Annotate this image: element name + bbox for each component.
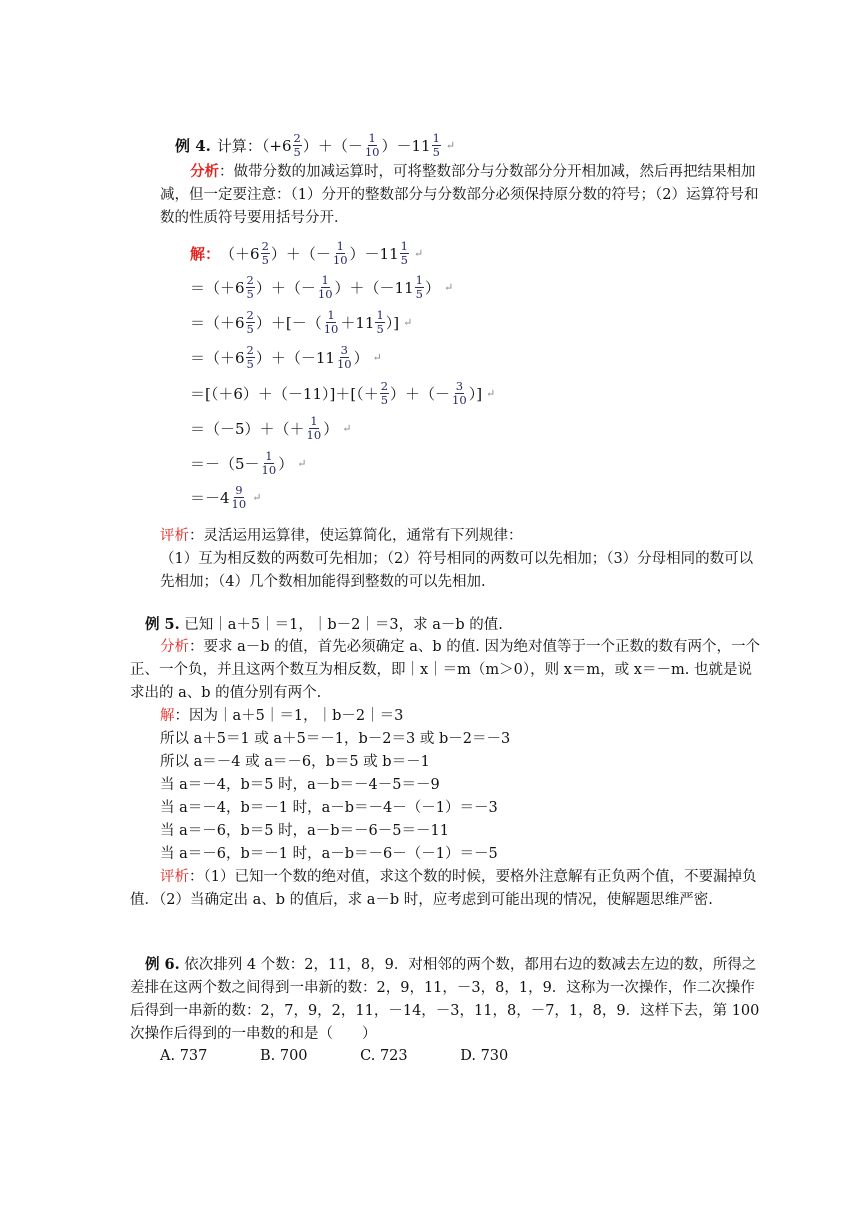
option-d: D. 730 — [460, 1048, 509, 1064]
return-mark-icon: ↵ — [445, 139, 456, 152]
ex5-solution-line: 当 a＝－6，b＝5 时，a－b＝－6－5＝－11 — [160, 823, 449, 839]
ex5-review-label: 评析 — [160, 869, 189, 885]
ex4-review-line: ：灵活运用运算律，使运算简化，通常有下列规律： — [189, 528, 523, 544]
ex4-step-2: ＝（＋6 $\frac{2}{5}$ ）＋[－（ $\frac{1}{10}$ ＋11 $\frac{1}{5}$ ）] ↵ — [190, 308, 413, 336]
ex4-step-3: ＝（＋6 $\frac{2}{5}$ ）＋（－11 $\frac{3}{10}$ ） ↵ — [190, 343, 382, 371]
ex5-solution-line: 所以 a＝－4 或 a＝－6，b＝5 或 b＝－1 — [160, 754, 430, 770]
fraction: $\frac{2}{5}$ — [246, 273, 254, 301]
ex6-text: 依次排列 4 个数：2，11，8，9．对相邻的两个数，都用右边的数减去左边的数，所得之差排在这两个数之间得到一串新的数：2，9，11，－3，8，1，9．这称为一次操作，作二次操作后得到一串新的数：2，7，9，2，11，－14，－3，11，8，－7，1，8，9．这样下去，第 100 次操作后得到的一串数的和是（ ） — [130, 957, 760, 1042]
fraction: $\frac{2}{5}$ — [261, 238, 269, 267]
option-b: B. 700 — [259, 1048, 308, 1064]
fraction: $\frac{1}{10}$ — [364, 131, 380, 159]
ex4-review-label: 评析 — [160, 528, 189, 544]
fraction: $\frac{2}{5}$ — [380, 378, 389, 407]
ex4-analysis-label: 分析 — [190, 163, 219, 180]
ex4-step-1: ＝（＋6 $\frac{2}{5}$ ）＋（－ $\frac{1}{10}$ ）＋（－11 $\frac{1}{5}$ ） ↵ — [190, 273, 454, 301]
ex5-solution-line: 当 a＝－4，b＝5 时，a－b＝－4－5＝－9 — [160, 777, 440, 793]
ex4-solution-label: 解： — [190, 244, 221, 263]
ex4-step-7: ＝－4 $\frac{9}{10}$ ↵ — [190, 482, 262, 511]
ex4-analysis-text: ：做带分数的加减运算时，可将整数部分与分数部分分开相加减，然后再把结果相加减，但一定要注意：（1）分开的整数部分与分数部分必须保持原分数的符号；（2）运算符号和数的性质符号要用括号分开． — [160, 164, 759, 226]
fraction: $\frac{3}{10}$ — [336, 343, 352, 371]
ex6-title-label: 例 6. — [145, 956, 180, 973]
fraction: $\frac{2}{5}$ — [246, 343, 254, 371]
fraction: $\frac{2}{5}$ — [293, 131, 301, 159]
return-mark-icon: ↵ — [252, 490, 262, 504]
ex5-analysis-text: ：要求 a－b 的值，首先必须确定 a、b 的值. 因为绝对值等于一个正数的数有两个，一个正、一个负，并且这两个数互为相反数，即｜x｜＝m（m＞0），则 x＝m，或 x＝－m. 也就是说求出的 a、b 的值分别有两个. — [130, 639, 761, 701]
ex4-step-6: ＝－（5－ $\frac{1}{10}$ ） ↵ — [190, 448, 307, 477]
fraction: $\frac{1}{5}$ — [415, 273, 423, 301]
fraction: $\frac{1}{10}$ — [317, 273, 333, 301]
fraction: $\frac{3}{10}$ — [452, 378, 467, 407]
ex5-analysis — [130, 636, 765, 705]
ex5-solution-line: 当 a＝－4，b＝－1 时，a－b＝－4－（－1）＝－3 — [160, 800, 498, 816]
ex5-solution-line: 所以 a＋5＝1 或 a＋5＝－1，b－2＝3 或 b－2＝－3 — [160, 731, 511, 747]
ex5-title-text: 已知｜a＋5｜＝1，｜b－2｜＝3，求 a－b 的值. — [184, 617, 503, 633]
ex6-question — [130, 953, 765, 1046]
fraction: $\frac{9}{10}$ — [231, 482, 247, 511]
fraction: $\frac{1}{10}$ — [261, 448, 277, 477]
fraction: $\frac{1}{5}$ — [376, 308, 384, 336]
ex5-solution-line: 当 a＝－6，b＝－1 时，a－b＝－6－（－1）＝－5 — [160, 846, 498, 862]
ex4-title-text: 计算：（+6 — [216, 137, 292, 155]
fraction: $\frac{1}{5}$ — [432, 131, 440, 159]
ex6-options — [160, 1045, 760, 1068]
fraction: $\frac{1}{10}$ — [332, 238, 348, 267]
ex5-solution-label: 解 — [160, 708, 175, 724]
fraction: $\frac{2}{5}$ — [246, 308, 254, 336]
ex4-title: 例 4. 计算：（+6 $\frac{2}{5}$ ）＋（－ $\frac{1}{10}$ ）－11 $\frac{1}{5}$ ↵ — [175, 131, 456, 159]
ex4-solution: 解： （＋6 $\frac{2}{5}$ ）＋（－ $\frac{1}{10}$ ）－11 $\frac{1}{5}$ ↵ ＝（＋6 $\frac{2}{5}$ ）＋（－ $\frac{1}{10}$ ）＋（－11 $\frac{1}{5}$ ） ↵ ＝（＋6 $\frac{2}{5}$ ）＋[－（ $\frac{1}{10}$ ＋11 $\frac{1}{5}$ ）] ↵ ＝（＋6 $\frac{2}{5}$ ）＋（－11 $\frac{3}{10}$ ） ↵ ＝[（＋6）＋（－11）]＋[（＋ $\frac{2}{5}$ ）＋（－ $\frac{3}{10}$ ）] ↵ ＝（－5）＋（＋ $\frac{1}{10}$ ） ↵ ＝－（5－ $\frac{1}{10}$ ） ↵ ＝－4 $\frac{9}{10}$ ↵ — [190, 236, 495, 514]
return-mark-icon: ↵ — [486, 386, 496, 400]
return-mark-icon: ↵ — [443, 281, 454, 294]
option-a: A. 737 — [160, 1048, 208, 1064]
return-mark-icon: ↵ — [297, 456, 307, 470]
return-mark-icon: ↵ — [403, 316, 413, 329]
ex4-analysis — [160, 160, 765, 230]
ex5-title — [145, 613, 765, 637]
ex4-title-label: 例 4. — [175, 137, 211, 155]
fraction: $\frac{1}{10}$ — [306, 414, 322, 442]
ex5-solution — [160, 705, 765, 866]
fraction: $\frac{1}{5}$ — [400, 238, 408, 267]
ex4-step-4: ＝[（＋6）＋（－11）]＋[（＋ $\frac{2}{5}$ ）＋（－ $\frac{3}{10}$ ）] ↵ — [190, 378, 496, 407]
return-mark-icon: ↵ — [372, 351, 382, 364]
return-mark-icon: ↵ — [342, 422, 352, 435]
ex5-review-text: ：（1）已知一个数的绝对值，求这个数的时候，要格外注意解有正负两个值，不要漏掉负值．（2）当确定出 a、b 的值后，求 a－b 时，应考虑到可能出现的情况，使解题思维严密. — [130, 869, 757, 908]
ex5-title-label: 例 5. — [145, 616, 180, 633]
ex5-review — [130, 866, 765, 912]
ex4-review-line: （1）互为相反数的两数可先相加；（2）符号相同的两数可以先相加；（3）分母相同的数可以先相加；（4）几个数相加能得到整数的可以先相加. — [160, 551, 754, 590]
ex4-step-5: ＝（－5）＋（＋ $\frac{1}{10}$ ） ↵ — [190, 414, 352, 442]
ex5-analysis-label: 分析 — [160, 639, 189, 655]
fraction: $\frac{1}{10}$ — [323, 308, 339, 336]
return-mark-icon: ↵ — [413, 246, 424, 260]
ex5-solution-line: ：因为｜a＋5｜＝1，｜b－2｜＝3 — [174, 708, 404, 724]
ex4-review — [160, 525, 765, 594]
option-c: C. 723 — [360, 1048, 408, 1064]
